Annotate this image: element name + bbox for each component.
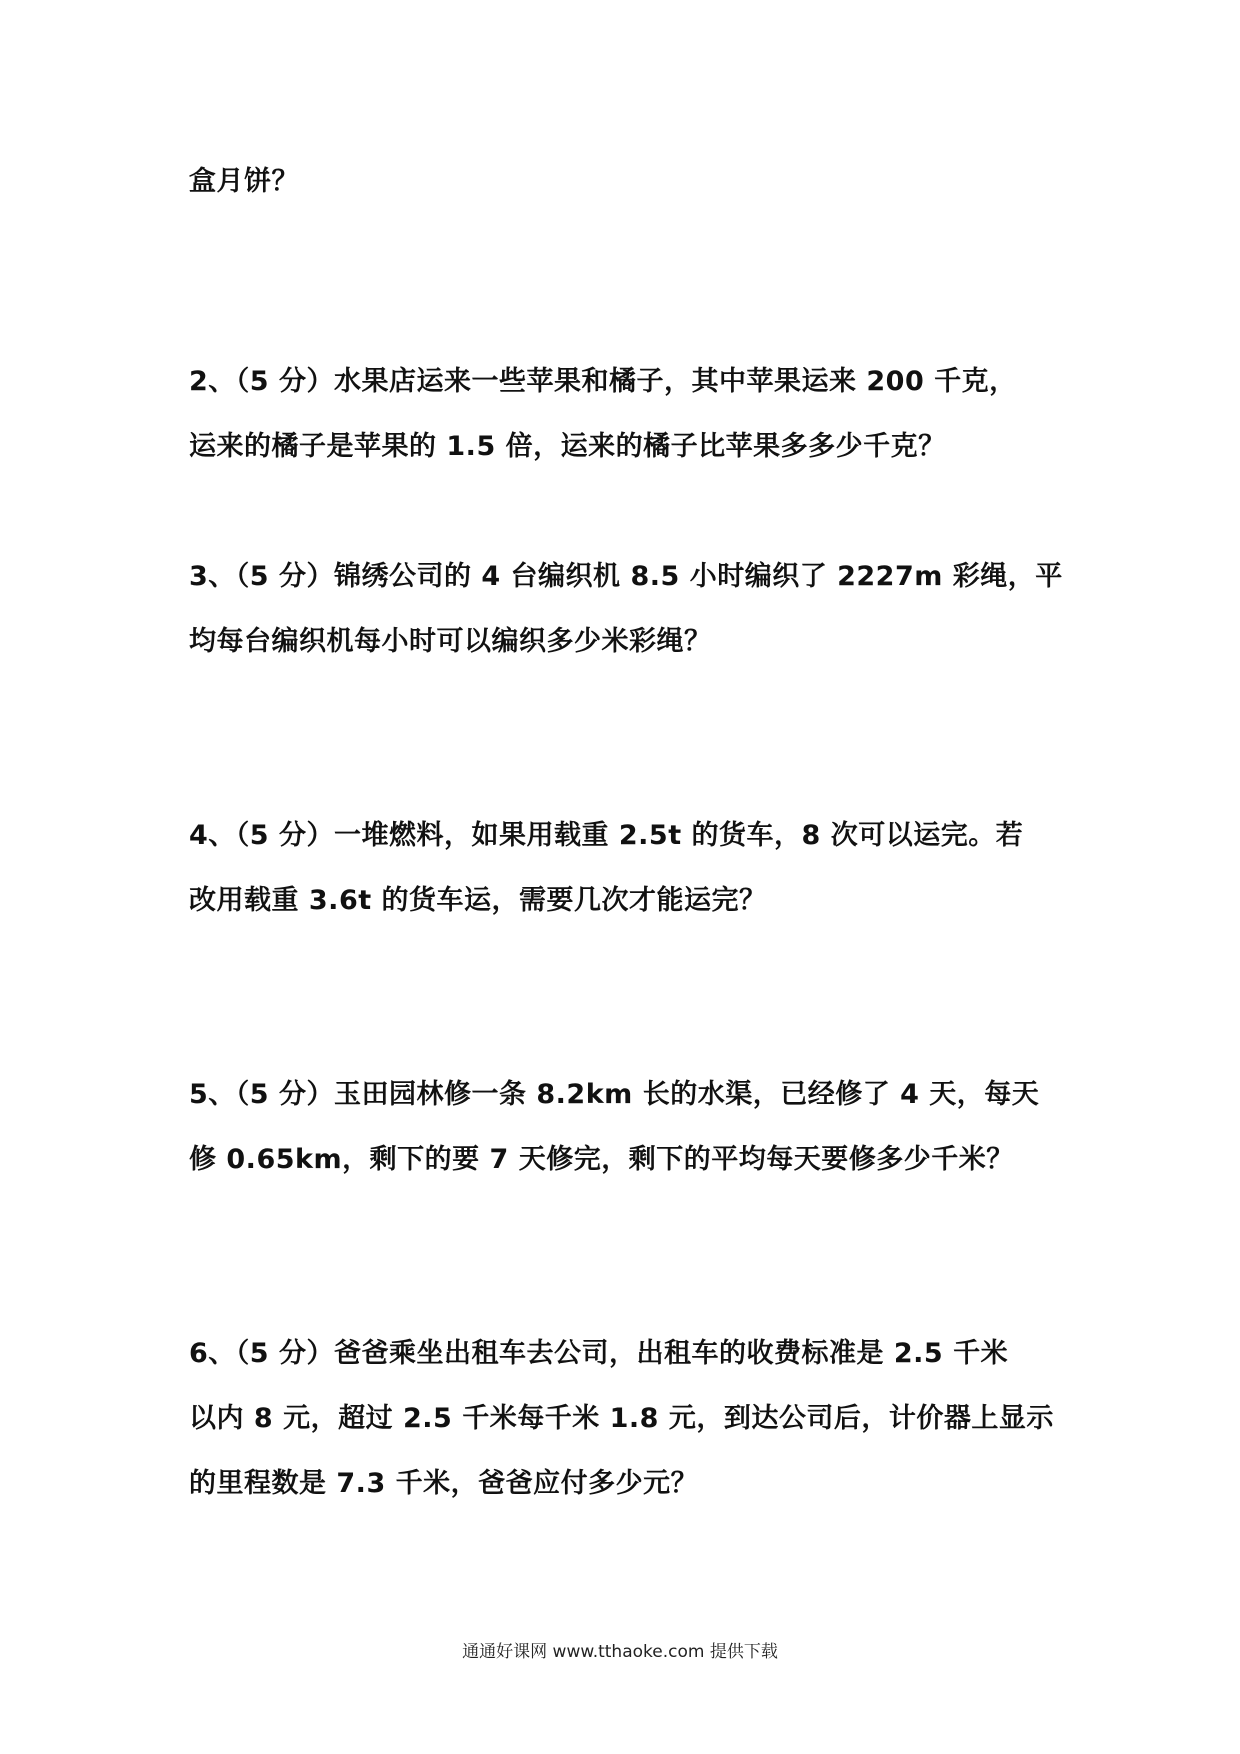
question-2-line-1: 2、（5 分）水果店运来一些苹果和橘子，其中苹果运来 200 千克， — [189, 366, 1017, 397]
question-5-line-2: 修 0.65km，剩下的要 7 天修完，剩下的平均每天要修多少千米？ — [189, 1144, 1014, 1175]
question-4-line-2: 改用载重 3.6t 的货车运，需要几次才能运完？ — [189, 885, 767, 916]
question-5-line-1: 5、（5 分）玉田园林修一条 8.2km 长的水渠，已经修了 4 天，每天 — [189, 1079, 1040, 1110]
question-6-line-2: 以内 8 元，超过 2.5 千米每千米 1.8 元，到达公司后，计价器上显示 — [189, 1403, 1054, 1434]
question-1-continuation: 盒月饼？ — [189, 166, 299, 197]
question-4-line-1: 4、（5 分）一堆燃料，如果用载重 2.5t 的货车，8 次可以运完。若 — [189, 820, 1024, 851]
question-3-line-1: 3、（5 分）锦绣公司的 4 台编织机 8.5 小时编织了 2227m 彩绳，平 — [189, 561, 1063, 592]
question-6-line-1: 6、（5 分）爸爸乘坐出租车去公司，出租车的收费标准是 2.5 千米 — [189, 1338, 1009, 1369]
footer-download-note: 通通好课网 www.tthaoke.com 提供下载 — [462, 1642, 778, 1662]
question-3-line-2: 均每台编织机每小时可以编织多少米彩绳？ — [189, 626, 712, 657]
question-2-line-2: 运来的橘子是苹果的 1.5 倍，运来的橘子比苹果多多少千克？ — [189, 431, 946, 462]
question-6-line-3: 的里程数是 7.3 千米，爸爸应付多少元？ — [189, 1468, 699, 1499]
